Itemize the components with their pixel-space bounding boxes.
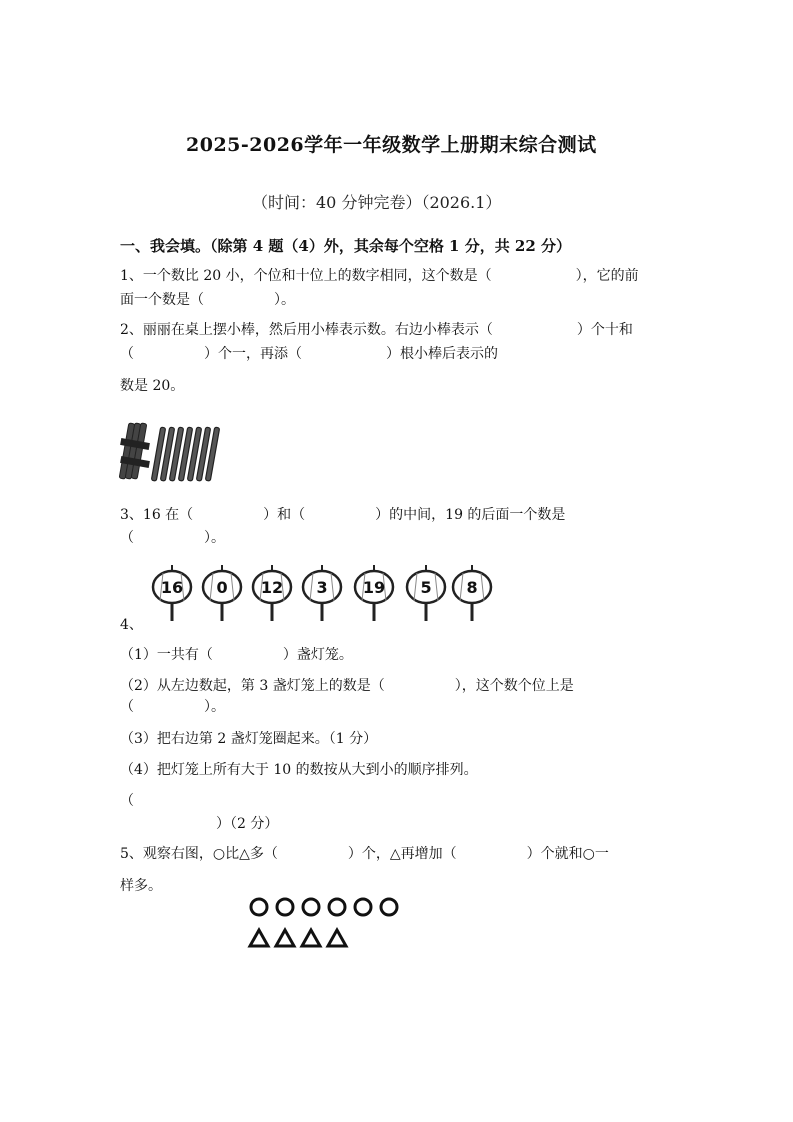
circle-shape <box>303 899 319 915</box>
question-2-line-3: 数是 20。 <box>120 378 185 394</box>
triangle-shape <box>328 930 346 946</box>
question-4-part-2-line-2: （ ）。 <box>120 699 225 715</box>
question-2-line-1: 2、丽丽在桌上摆小棒，然后用小棒表示数。右边小棒表示（ ）个十和 <box>120 322 633 338</box>
answer-close-paren: ）（2 分） <box>216 816 279 832</box>
lantern-number: 8 <box>466 578 478 597</box>
stick-bundle <box>119 423 149 479</box>
single-sticks <box>151 427 219 481</box>
answer-open-paren: （ <box>120 793 134 809</box>
circle-shape <box>251 899 267 915</box>
lantern <box>253 565 291 621</box>
lantern-number: 3 <box>316 578 328 597</box>
question-4-part-3: （3）把右边第 2 盏灯笼圈起来。（1 分） <box>120 731 378 747</box>
triangle-shape <box>250 930 268 946</box>
section-heading: 一、我会填。（除第 4 题（4）外，其余每个空格 1 分，共 22 分） <box>120 237 572 255</box>
circle-shape <box>355 899 371 915</box>
lantern <box>453 565 491 621</box>
circle-shape <box>381 899 397 915</box>
lantern <box>407 565 445 621</box>
question-4-part-2-line-1: （2）从左边数起，第 3 盏灯笼上的数是（ ），这个数个位上是 <box>120 678 574 694</box>
lantern-number: 19 <box>362 578 386 597</box>
circle-shape <box>277 899 293 915</box>
question-5-line-2: 样多。 <box>120 878 162 894</box>
question-4-label: 4、 <box>120 617 143 633</box>
question-1-line-2: 面一个数是（ ）。 <box>120 292 295 308</box>
lantern-number: 12 <box>260 578 284 597</box>
question-4-part-4: （4）把灯笼上所有大于 10 的数按从大到小的顺序排列。 <box>120 762 478 778</box>
lantern-number: 16 <box>160 578 184 597</box>
lantern-number: 0 <box>216 578 228 597</box>
question-2-line-2: （ ）个一，再添（ ）根小棒后表示的 <box>120 346 498 362</box>
sticks-picture <box>118 415 228 485</box>
page-subtitle: （时间：40 分钟完卷）（2026.1） <box>252 193 502 212</box>
circle-shape <box>329 899 345 915</box>
circles-row <box>251 899 397 915</box>
triangles-row <box>250 930 346 946</box>
lantern <box>355 565 393 621</box>
lantern-row <box>150 565 500 625</box>
question-3-line-2: （ ）。 <box>120 530 225 546</box>
shape-comparison-figure <box>248 894 408 954</box>
question-1-line-1: 1、一个数比 20 小，个位和十位上的数字相同，这个数是（ ），它的前 <box>120 268 639 284</box>
question-4-part-1: （1）一共有（ ）盏灯笼。 <box>120 647 353 663</box>
lantern <box>153 565 191 621</box>
page-title: 2025-2026学年一年级数学上册期末综合测试 <box>186 134 597 156</box>
lantern <box>203 565 241 621</box>
lantern-number: 5 <box>420 578 432 597</box>
triangle-shape <box>302 930 320 946</box>
lantern <box>303 565 341 621</box>
triangle-shape <box>276 930 294 946</box>
question-3-line-1: 3、16 在（ ）和（ ）的中间，19 的后面一个数是 <box>120 507 566 523</box>
question-5-line-1: 5、观察右图，○比△多（ ）个，△再增加（ ）个就和○一 <box>120 846 609 862</box>
